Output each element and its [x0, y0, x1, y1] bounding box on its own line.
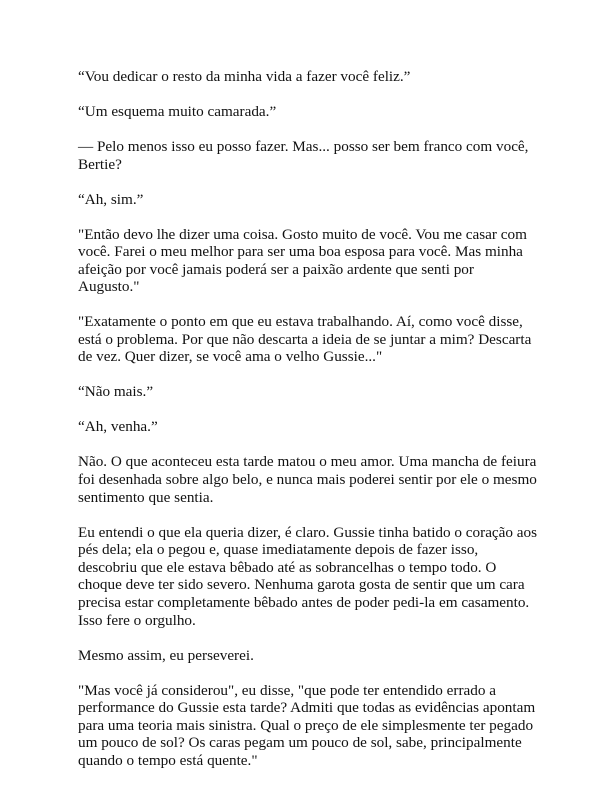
paragraph: “Vou dedicar o resto da minha vida a fazer você feliz.”	[78, 68, 411, 85]
paragraph: "Então devo lhe dizer uma coisa. Gosto muito de você. Vou me casar com você. Farei o meu melhor para ser uma boa esposa para você. Mas minha afeição por você jamais poderá ser a paixão ardente que senti por Augusto."	[78, 225, 527, 296]
paragraph: Eu entendi o que ela queria dizer, é claro. Gussie tinha batido o coração aos pés dela; ela o pegou e, quase imediatamente depois de fazer isso, descobriu que ele estava bêbado até as sobrancelhas o tempo todo. O choque deve ter sido severo. Nenhuma garota gosta de sentir que um cara precisa estar completamente bêbado antes de poder pedi-la em casamento. Isso fere o orgulho.	[78, 523, 538, 629]
document-page	[78, 68, 538, 787]
paragraph: “Um esquema muito camarada.”	[78, 102, 277, 120]
paragraph: "Mas você já considerou", eu disse, "que pode ter entendido errado a performance do Gussie esta tarde? Admiti que todas as evidências apontam para uma teoria mais sinistra. Qual o preço de ele simplesmente ter pegado um pouco de sol? Os caras pegam um pouco de sol, sabe, principalmente quando o tempo está quente."	[78, 681, 536, 769]
paragraph: “Não mais.”	[78, 383, 154, 401]
paragraph: "Exatamente o ponto em que eu estava trabalhando. Aí, como você disse, está o problema. Por que não descarta a ideia de se juntar a mim? Descarta de vez. Quer dizer, se você ama o velho Gussie..."	[78, 313, 532, 366]
paragraph: Mesmo assim, eu perseverei.	[78, 646, 254, 664]
paragraph: “Ah, sim.”	[78, 190, 144, 208]
paragraph: Não. O que aconteceu esta tarde matou o meu amor. Uma mancha de feiura foi desenhada sobre algo belo, e nunca mais poderei sentir por ele o mesmo sentimento que sentia.	[78, 453, 537, 506]
paragraph: “Ah, venha.”	[78, 418, 158, 436]
paragraph: — Pelo menos isso eu posso fazer. Mas... posso ser bem franco com você, Bertie?	[78, 137, 529, 173]
